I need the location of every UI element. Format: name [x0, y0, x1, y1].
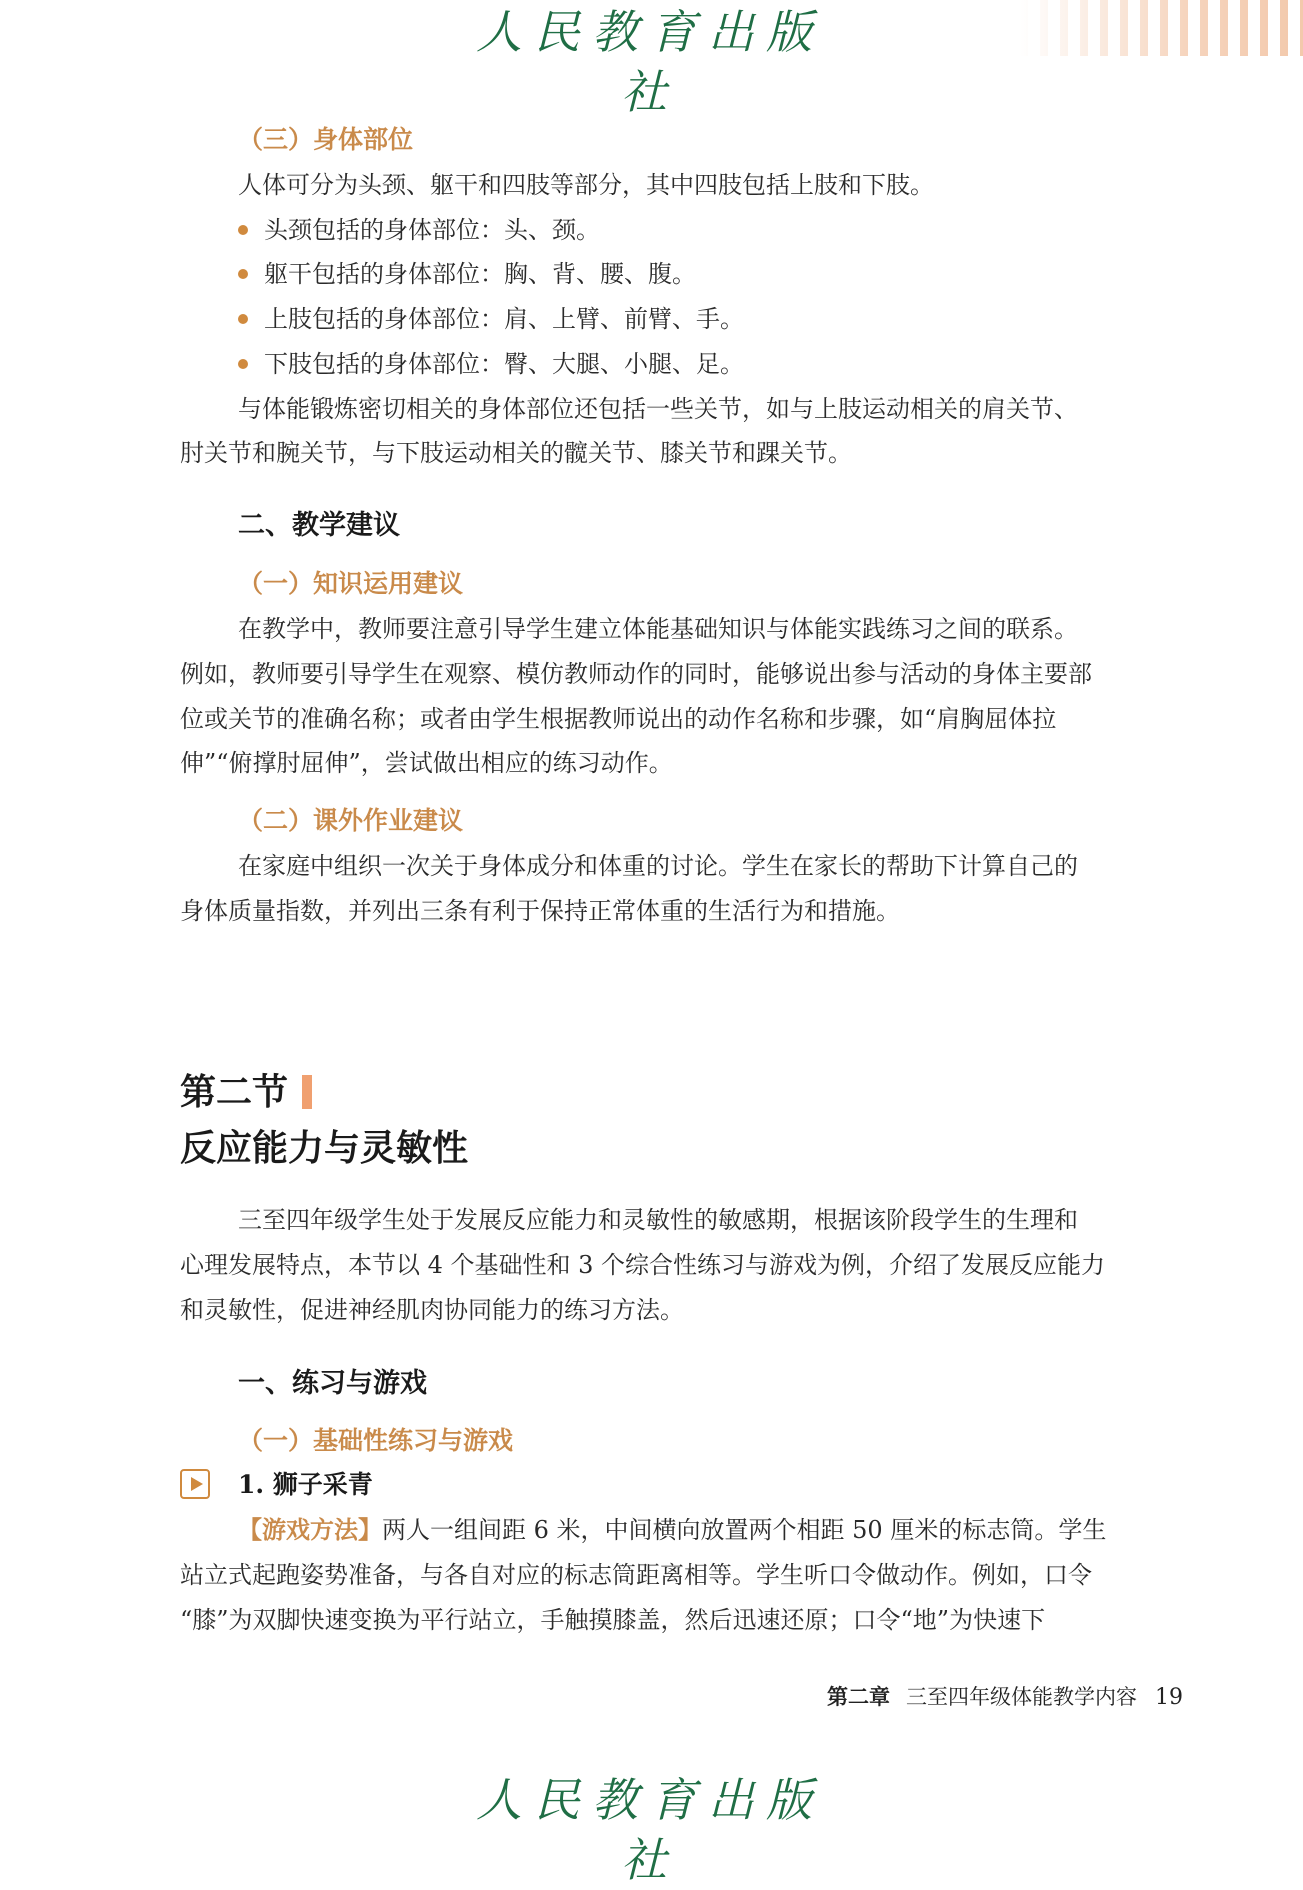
publisher-logo-bottom: 人民教育出版社 — [476, 1773, 824, 1887]
paragraph-line: “膝”为双脚快速变换为平行站立，手触摸膝盖，然后迅速还原；口令“地”为快速下 — [180, 1606, 1046, 1634]
paragraph-line: 站立式起跑姿势准备，与各自对应的标志筒距离相等。学生听口令做动作。例如，口令 — [180, 1561, 1092, 1589]
paragraph-line: 与体能锻炼密切相关的身体部位还包括一些关节，如与上肢运动相关的肩关节、 — [238, 395, 1078, 423]
paragraph-line: 例如，教师要引导学生在观察、模仿教师动作的同时，能够说出参与活动的身体主要部 — [180, 660, 1092, 688]
bullet-item: 头颈包括的身体部位：头、颈。 — [238, 215, 600, 245]
paragraph-line: 【游戏方法】两人一组间距 6 米，中间横向放置两个相距 50 厘米的标志筒。学生 — [238, 1515, 1107, 1544]
page-number: 19 — [1155, 1685, 1183, 1710]
subsection-title-homework: （二）课外作业建议 — [238, 806, 464, 835]
paragraph-line: 三至四年级学生处于发展反应能力和灵敏性的敏感期，根据该阶段学生的生理和 — [238, 1206, 1078, 1234]
paragraph-line: 在教学中，教师要注意引导学生建立体能基础知识与体能实践练习之间的联系。 — [238, 615, 1078, 643]
bullet-dot-icon — [238, 225, 248, 235]
paragraph-line: 位或关节的准确名称；或者由学生根据教师说出的动作名称和步骤，如“肩胸屈体拉 — [180, 705, 1057, 733]
method-tag: 【游戏方法】 — [238, 1515, 382, 1544]
bullet-dot-icon — [238, 269, 248, 279]
paragraph-line: 在家庭中组织一次关于身体成分和体重的讨论。学生在家长的帮助下计算自己的 — [238, 852, 1078, 880]
page-footer — [827, 1683, 1183, 1712]
bullet-dot-icon — [238, 314, 248, 324]
subsection-title-basic: （一）基础性练习与游戏 — [238, 1426, 514, 1455]
bullet-dot-icon — [238, 359, 248, 369]
play-video-icon[interactable] — [180, 1469, 210, 1499]
publisher-logo: 人民教育出版社 — [476, 5, 824, 119]
footer-chapter: 第二章 — [827, 1684, 890, 1709]
section-marker-bar — [302, 1075, 312, 1109]
section-number: 第二节 — [180, 1070, 312, 1114]
exercise-title: 1. 狮子采青 — [238, 1470, 373, 1499]
paragraph-line: 身体质量指数，并列出三条有利于保持正常体重的生活行为和措施。 — [180, 897, 900, 925]
paragraph-line: 伸”“俯撑肘屈伸”，尝试做出相应的练习动作。 — [180, 749, 673, 777]
section-heading-teaching: 二、教学建议 — [238, 510, 400, 541]
header-stripes-fade — [1020, 0, 1303, 56]
bullet-item: 下肢包括的身体部位：臀、大腿、小腿、足。 — [238, 349, 744, 379]
paragraph-line: 和灵敏性，促进神经肌肉协同能力的练习方法。 — [180, 1296, 684, 1324]
paragraph-line: 肘关节和腕关节，与下肢运动相关的髋关节、膝关节和踝关节。 — [180, 439, 852, 467]
subsection-title-body-parts: （三）身体部位 — [238, 125, 414, 154]
section-heading-exercises: 一、练习与游戏 — [238, 1368, 427, 1399]
section-title: 反应能力与灵敏性 — [180, 1127, 469, 1169]
paragraph-line: 人体可分为头颈、躯干和四肢等部分，其中四肢包括上肢和下肢。 — [238, 171, 934, 199]
bullet-item: 躯干包括的身体部位：胸、背、腰、腹。 — [238, 259, 696, 289]
footer-title: 三至四年级体能教学内容 — [906, 1685, 1137, 1709]
subsection-title-knowledge: （一）知识运用建议 — [238, 569, 464, 598]
paragraph-line: 心理发展特点，本节以 4 个基础性和 3 个综合性练习与游戏为例，介绍了发展反应能力 — [180, 1251, 1106, 1279]
bullet-item: 上肢包括的身体部位：肩、上臂、前臂、手。 — [238, 304, 744, 334]
